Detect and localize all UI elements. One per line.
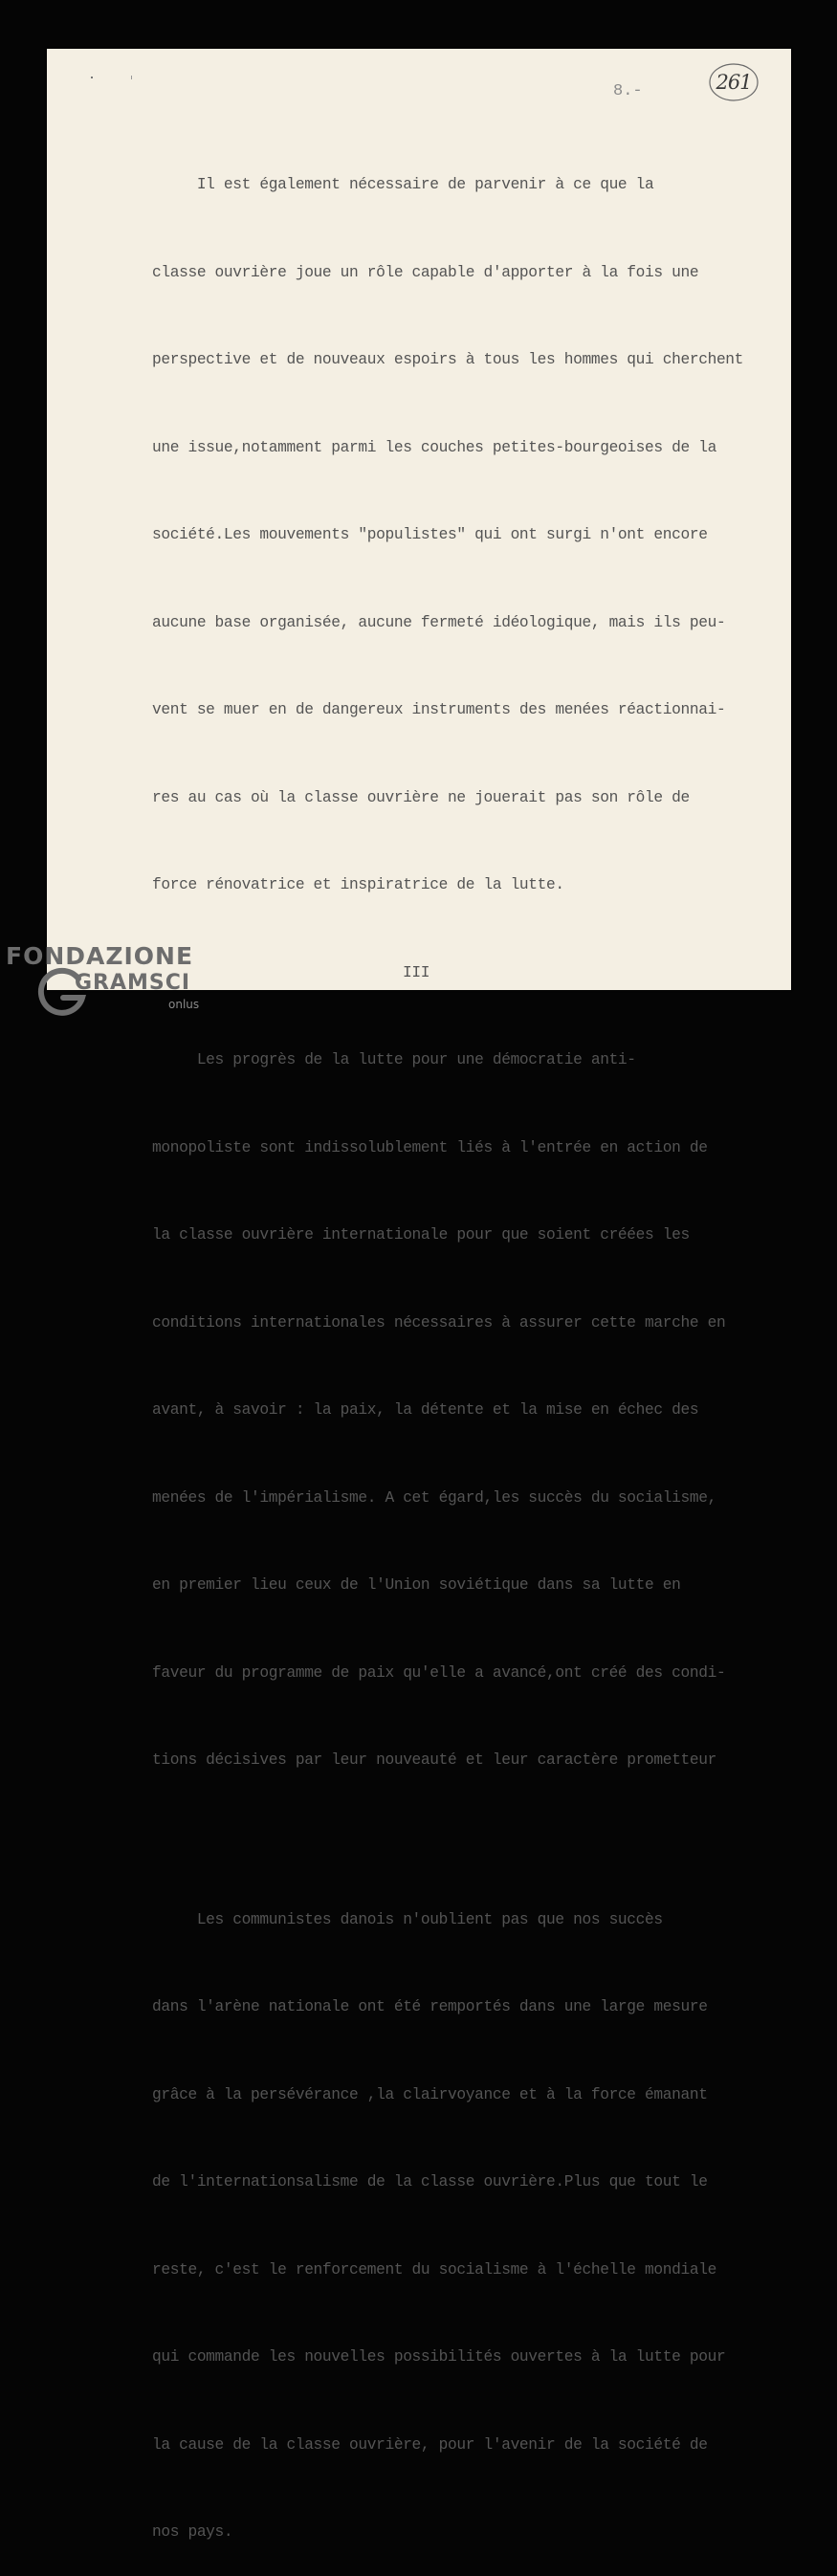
text-line: la classe ouvrière internationale pour que soient créées les xyxy=(152,1226,690,1244)
text-line: Il est également nécessaire de parvenir à ce que la xyxy=(152,176,654,193)
section-heading: III xyxy=(403,963,430,981)
text-line: reste, c'est le renforcement du socialisme à l'échelle mondiale xyxy=(152,2260,716,2279)
text-line: dans l'arène nationale ont été remportés dans une large mesure xyxy=(152,1998,708,2015)
text-line: la cause de la classe ouvrière, pour l'avenir de la société de xyxy=(152,2435,708,2454)
paper-speck xyxy=(91,77,93,78)
text-line: conditions internationales nécessaires à assurer cette marche en xyxy=(152,1313,726,1332)
text-line: tions décisives par leur nouveauté et leur caractère prometteur xyxy=(152,1751,716,1769)
paragraph-gap xyxy=(152,1834,764,1847)
text-line: avant, à savoir : la paix, la détente et la mise en échec des xyxy=(152,1401,699,1419)
text-line: vent se muer en de dangereux instruments des menées réactionnai- xyxy=(152,701,726,718)
text-line: en premier lieu ceux de l'Union soviétique dans sa lutte en xyxy=(152,1576,681,1594)
text-line: Les progrès de la lutte pour une démocratie anti- xyxy=(152,1051,636,1068)
text-line: aucune base organisée, aucune fermeté idéologique, mais ils peu- xyxy=(152,613,726,631)
watermark-line1: FONDAZIONE xyxy=(6,942,194,970)
text-line: res au cas où la classe ouvrière ne jouerait pas son rôle de xyxy=(152,788,690,806)
fondazione-gramsci-watermark xyxy=(6,942,226,1028)
text-line: force rénovatrice et inspiratrice de la lutte. xyxy=(152,876,564,893)
text-line: monopoliste sont indissolublement liés à l'entrée en action de xyxy=(152,1138,708,1156)
typed-body xyxy=(152,112,764,2576)
paper-speck xyxy=(131,76,132,79)
text-line: société.Les mouvements "populistes" qui ont surgi n'ont encore xyxy=(152,526,708,543)
folio-number: 261 xyxy=(716,71,752,94)
text-line: qui commande les nouvelles possibilités ouvertes à la lutte pour xyxy=(152,2348,726,2366)
watermark-suffix: onlus xyxy=(168,998,200,1011)
text-line: Les communistes danois n'oublient pas que nos succès xyxy=(152,1910,663,1928)
text-line: nos pays. xyxy=(152,2523,233,2541)
text-line: classe ouvrière joue un rôle capable d'apporter à la fois une xyxy=(152,263,699,281)
text-line: menées de l'impérialisme. A cet égard,les succès du socialisme, xyxy=(152,1488,716,1507)
text-line: de l'internationsalisme de la classe ouvrière.Plus que tout le xyxy=(152,2173,708,2191)
page-number: 8.- xyxy=(613,82,643,100)
text-line: une issue,notamment parmi les couches petites-bourgeoises de la xyxy=(152,438,716,456)
watermark-line2: GRAMSCI xyxy=(75,971,191,995)
folio-stamp xyxy=(708,61,760,103)
text-line: grâce à la persévérance ,la clairvoyance et à la force émanant xyxy=(152,2085,708,2103)
text-line: faveur du programme de paix qu'elle a avancé,ont créé des condi- xyxy=(152,1663,726,1682)
text-line: perspective et de nouveaux espoirs à tous les hommes qui cherchent xyxy=(152,351,744,368)
